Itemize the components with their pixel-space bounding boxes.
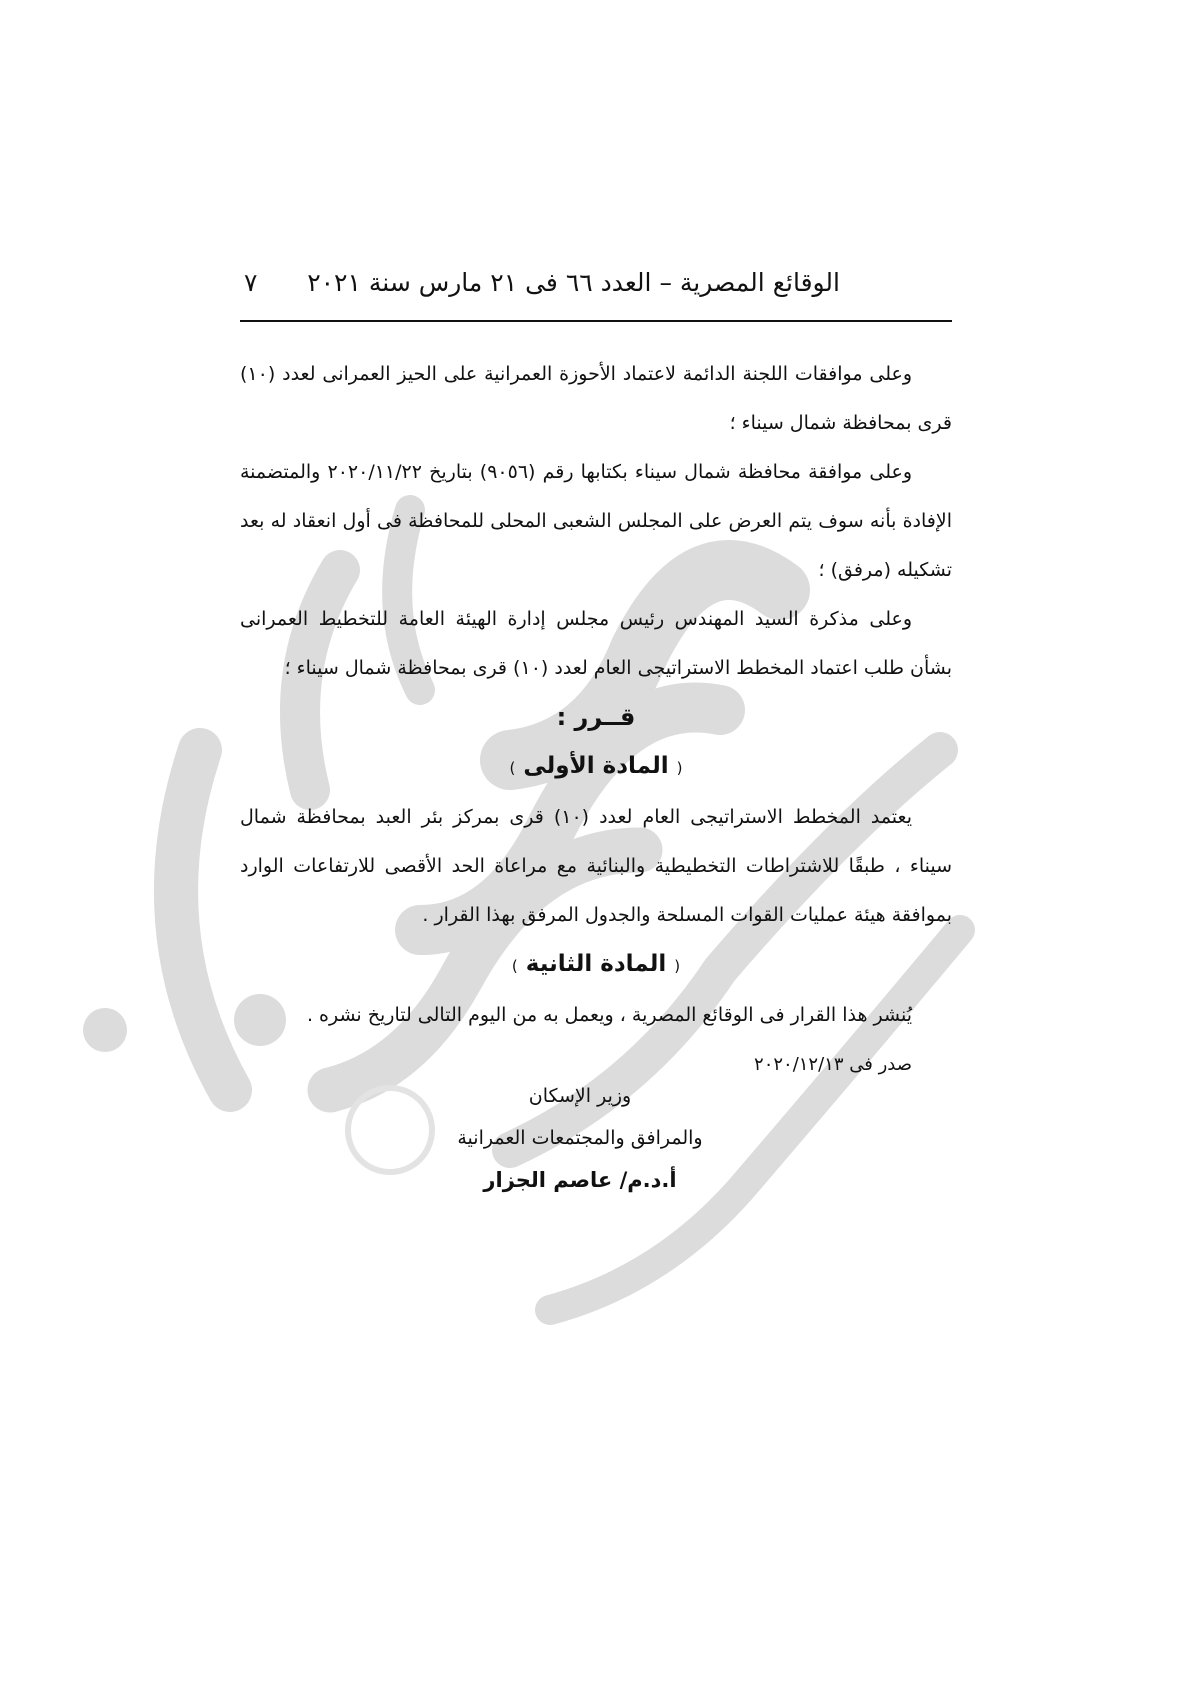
article-1-heading-text: المادة الأولى bbox=[523, 753, 669, 779]
signatory-name: أ.د.م/ عاصم الجزار bbox=[483, 1168, 677, 1192]
signature-title-line-2: والمرافق والمجتمعات العمرانية bbox=[457, 1127, 703, 1149]
article-1-heading: ( المادة الأولى ) bbox=[509, 753, 683, 779]
page-header bbox=[240, 268, 952, 322]
signature-title-line-1: وزير الإسكان bbox=[528, 1085, 632, 1107]
preamble-paragraph-2: وعلى موافقة محافظة شمال سيناء بكتابها رقم (٩٠٥٦) بتاريخ ٢٠٢٠/١١/٢٢ والمتضمنة الإفادة بأنه سوف يتم العرض على المجلس الشعبى المحلى للمحافظة فى أول انعقاد له بعد تشكيله (مرفق) ؛ bbox=[240, 461, 952, 581]
document-body bbox=[240, 350, 952, 1089]
issued-date: صدر فى ٢٠٢٠/١٢/١٣ bbox=[754, 1054, 912, 1075]
decree-word: قــرر : bbox=[556, 703, 636, 731]
article-2-heading: ( المادة الثانية ) bbox=[511, 951, 681, 977]
article-1-text: يعتمد المخطط الاستراتيجى العام لعدد (١٠) قرى بمركز بئر العبد بمحافظة شمال سيناء ، طبقًا للاشتراطات التخطيطية والبنائية مع مراعاة الحد الأقصى للارتفاعات الوارد بموافقة هيئة عمليات القوات المسلحة والجدول المرفق بهذا القرار . bbox=[240, 806, 952, 926]
header-title: الوقائع المصرية – العدد ٦٦ فى ٢١ مارس سنة ٢٠٢١ bbox=[307, 268, 840, 297]
preamble-paragraph-3: وعلى مذكرة السيد المهندس رئيس مجلس إدارة الهيئة العامة للتخطيط العمرانى بشأن طلب اعتماد المخطط الاستراتيجى العام لعدد (١٠) قرى بمحافظة شمال سيناء ؛ bbox=[240, 608, 952, 679]
article-2-text: يُنشر هذا القرار فى الوقائع المصرية ، ويعمل به من اليوم التالى لتاريخ نشره . bbox=[306, 1004, 912, 1026]
preamble-paragraph-1: وعلى موافقات اللجنة الدائمة لاعتماد الأحوزة العمرانية على الحيز العمرانى لعدد (١٠) قرى بمحافظة شمال سيناء ؛ bbox=[240, 363, 952, 434]
signature-block bbox=[430, 1075, 730, 1201]
article-2-heading-text: المادة الثانية bbox=[525, 951, 667, 977]
page-number: ٧ bbox=[244, 268, 258, 297]
